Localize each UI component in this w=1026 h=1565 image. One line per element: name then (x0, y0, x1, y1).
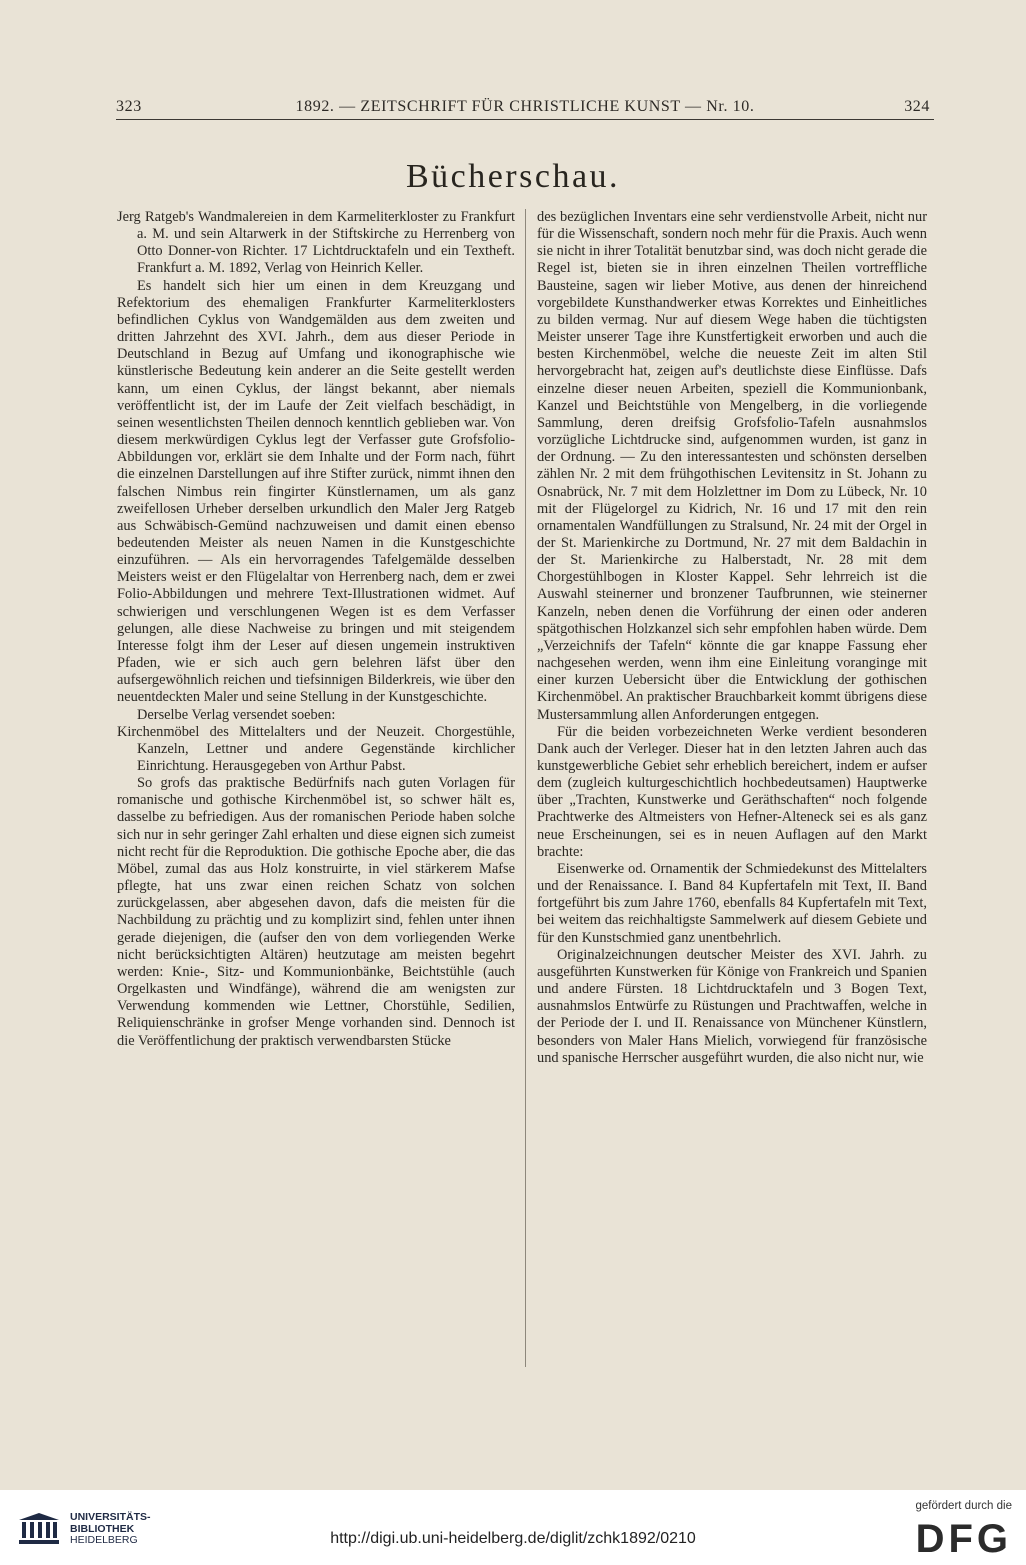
footer-bar (0, 1490, 1026, 1565)
paragraph: Derselbe Verlag versendet soeben: (137, 706, 336, 723)
section-title: Bücherschau. (405, 158, 621, 195)
book-entry-ratgeb: Jerg Ratgeb's Wandmalereien in dem Karmeliterkloster zu Frankfurt a. M. und sein Altarwerk in der Stiftskirche zu Herrenberg von Otto Donner-von Richter. 17 Lichtdrucktafeln und ein Textheft. Frankfurt a. M. 1892, Verlag von Heinrich Keller. (117, 209, 515, 277)
permalink-url[interactable]: http://digi.ub.uni-heidelberg.de/diglit/zchk1892/0210 (330, 1530, 696, 1547)
left-column (117, 209, 515, 1369)
library-line-1: UNIVERSITÄTS- (70, 1511, 151, 1523)
book-entry-originalzeichnungen: Originalzeichnungen deutscher Meister des XVI. Jahrh. zu ausgeführten Kunstwerken für Könige von Frankreich und Spanien und andere Fürsten. 18 Lichtdrucktafeln und 3 Bogen Text, ausnahmslos Entwürfe zu Rüstungen und Prachtwaffen, welche in der Periode der I. und II. Renaissance von Münchener Künstlern, besonders von Maler Hans Mielich, vorwiegend für französische und spanische Herrscher ausgeführt wurden, die also nicht nur, wie (537, 946, 927, 1066)
paragraph: des bezüglichen Inventars eine sehr verdienstvolle Arbeit, nicht nur für die Wissenschaft, sondern noch mehr für die Praxis. Auch wenn sie nicht in ihrer Totalität benutzbar sind, was doch nicht gerade die Regel ist, bieten sie in ihren einzelnen Theilen vortreffliche Bausteine, sagen wir lieber Motive, aus denen der hinreichend vorgebildete Kunsthandwerker etwas Korrektes und Einheitliches zu bilden vermag. Nur auf diesem Wege haben die tüchtigsten Meister unserer Tage ihre Kunstfertigkeit erworben und auch die besten Kirchenmöbel, welche die neueste Zeit im alten Stil hervorgebracht hat, zeigen auf's deutlichste diese Einflüsse. Dafs einzelne dieser neuen Arbeiten, speziell die Kommunionbank, Kanzel und Beichtstühle von Mengelberg, in die vorliegende Sammlung, deren dreifsig Grofsfolio-Tafeln ausnahmslos vorzügliche Lichtdrucke sind, aufgenommen wurden, ist ganz in der Ordnung. — Zu den interessantesten und schönsten derselben zählen Nr. 2 mit dem frühgothischen Levitensitz in St. Johann zu Osnabrück, Nr. 7 mit dem Holzlettner im Dom zu Lübeck, Nr. 10 mit der Flügelorgel zu Kidrich, Nr. 16 und 17 mit den rein ornamentalen Wandfüllungen zu Stralsund, Nr. 24 mit der Orgel in der St. Marienkirche zu Dortmund, Nr. 27 mit dem Baldachin in der St. Marienkirche zu Halberstadt, Nr. 28 mit dem Chorgestühlbogen in Kloster Kappel. Sehr lehrreich ist die Auswahl steinerner und bronzener Taufbrunnen, wie steinerner Kanzeln, neben denen die Vorführung der einen oder anderen spätgothischen Holzkanzel sich sehr empfohlen haben würde. Dem „Verzeichnifs der Tafeln“ könnte die gar knappe Fassung eher nachgesehen werden, wenn ihm eine Einleitung voranginge mit einer kurzen Uebersicht über die Entwicklung der gothischen Kirchenmöbel. An praktischer Brauchbarkeit kommt übrigens diese Mustersammlung allen Anforderungen entgegen. (537, 209, 927, 723)
running-header (116, 96, 934, 120)
paragraph: Es handelt sich hier um einen in dem Kreuzgang und Refektorium des ehemaligen Frankfurter Karmeliterklosters befindlichen Cyklus von Wandgemälden aus dem zweiten und dritten Jahrzehnt des XVI. Jahrh., dem aus dieser Periode in Deutschland in Bezug auf Umfang und ikonographische wie künstlerische Bedeutung kein anderer an die Seite gestellt werden kann, um einen Cyklus, der längst bekannt, aber niemals veröffentlicht ist, der im Laufe der Zeit vielfach beschädigt, in seinen wesentlichsten Theilen dennoch kenntlich geblieben war. Von diesem merkwürdigen Cyklus legt der Verfasser gute Grofsfolio-Abbildungen vor, erklärt sie dem Inhalte und der Form nach, führt die einzelnen Darstellungen auf ihre Stifter zurück, nimmt ihnen den falschen Nimbus rein fingirter Künstlernamen, um als ganz zweifellosen Urheber derselben urkundlich den Maler Jerg Ratgeb aus Schwäbisch-Gemünd nachzuweisen und damit einen ebenso bedeutenden Meister als neuen Namen in die Kunstgeschichte einzuführen. — Als ein hervorragendes Tafelgemälde desselben Meisters weist er den Flügelaltar von Herrenberg nach, dem er zwei Folio-Abbildungen und mehrere Text-Illustrationen widmet. Auf schwierigen und verschlungenen Wegen ist es dem Verfasser gelungen, alle diese Nachweise zu bringen und mit steigendem Interesse folgt ihm der Leser auf diesen ungemein instruktiven Pfaden, wie er sich auch gern belehren läfst über den aufsergewöhnlich reichen und tiefsinnigen Bilderkreis, wie über den neuentdeckten Maler und seine Stellung in der Kunstgeschichte. (117, 277, 515, 706)
book-entry-eisenwerke: Eisenwerke od. Ornamentik der Schmiedekunst des Mittelalters und der Renaissance. I. Band 84 Kupfertafeln mit Text, II. Band fortgeführt bis zum Jahre 1760, ebenfalls 84 Kupfertafeln mit Text, bei weitem das reichhaltigste Sammelwerk auf diesem Gebiete und für den Kunstschmied ganz unentbehrlich. (537, 860, 927, 946)
paragraph: So grofs das praktische Bedürfnifs nach guten Vorlagen für romanische und gothische Kirchenmöbel ist, so schwer hält es, dasselbe zu befriedigen. Aus der romanischen Periode haben solche sich nur in sehr geringer Zahl erhalten und diese eignen sich zumeist nicht recht für die Reproduktion. Die gothische Epoche aber, die das Möbel, zumal das aus Holz konstruirte, in viel stärkerem Mafse pflegte, hat uns zwar einen reichen Schatz von solchen zurückgelassen, aber abgesehen davon, dafs die meisten für die Nachbildung zu prächtig und zu komplizirt sind, fehlen unter ihnen gerade diejenigen, die (aufser den von dem vorliegenden Werke nicht berücksichtigten Altären) heutzutage am meisten begehrt werden: Knie-, Sitz- und Kommunionbänke, Beichtstühle (auch Orgelkasten und Windfänge), während die am wenigsten zur Verwendung kommenden wie Lettner, Chorstühle, Sedilien, Reliquienschränke in grofser Menge vorhanden sind. Dennoch ist die Veröffentlichung der praktisch verwendbarsten Stücke (117, 775, 515, 1049)
page-number-right: 324 (904, 98, 930, 115)
library-line-2: BIBLIOTHEK (70, 1522, 135, 1535)
library-line-3: HEIDELBERG (70, 1534, 138, 1546)
funding-caption: gefördert durch die (915, 1500, 1012, 1512)
paragraph: Für die beiden vorbezeichneten Werke verdient besonderen Dank auch der Verleger. Dieser hat in den letzten Jahren auch das kunstgewerbliche Gebiet sehr erheblich bereichert, indem er aufser dem (zugleich kulturgeschichtlich hochbedeutsamen) Hauptwerke über „Trachten, Kunstwerke und Geräthschaften“ noch folgende Prachtwerke des Altmeisters von Hefner-Alteneck sei es als ganz neue Erscheinungen, sei es in neuen Auflagen auf den Markt brachte: (537, 723, 927, 860)
right-column (537, 209, 927, 1369)
book-entry-kirchenmoebel: Kirchenmöbel des Mittelalters und der Neuzeit. Chorgestühle, Kanzeln, Lettner und andere Gegenstände kirchlicher Einrichtung. Herausgegeben von Arthur Pabst. (117, 723, 515, 774)
header-rule (116, 119, 934, 120)
running-title: 1892. — ZEITSCHRIFT FÜR CHRISTLICHE KUNST — Nr. 10. (295, 98, 755, 115)
page-number-left: 323 (116, 98, 142, 115)
dfg-logo: DFG (915, 1517, 1012, 1561)
column-divider (525, 209, 526, 1367)
